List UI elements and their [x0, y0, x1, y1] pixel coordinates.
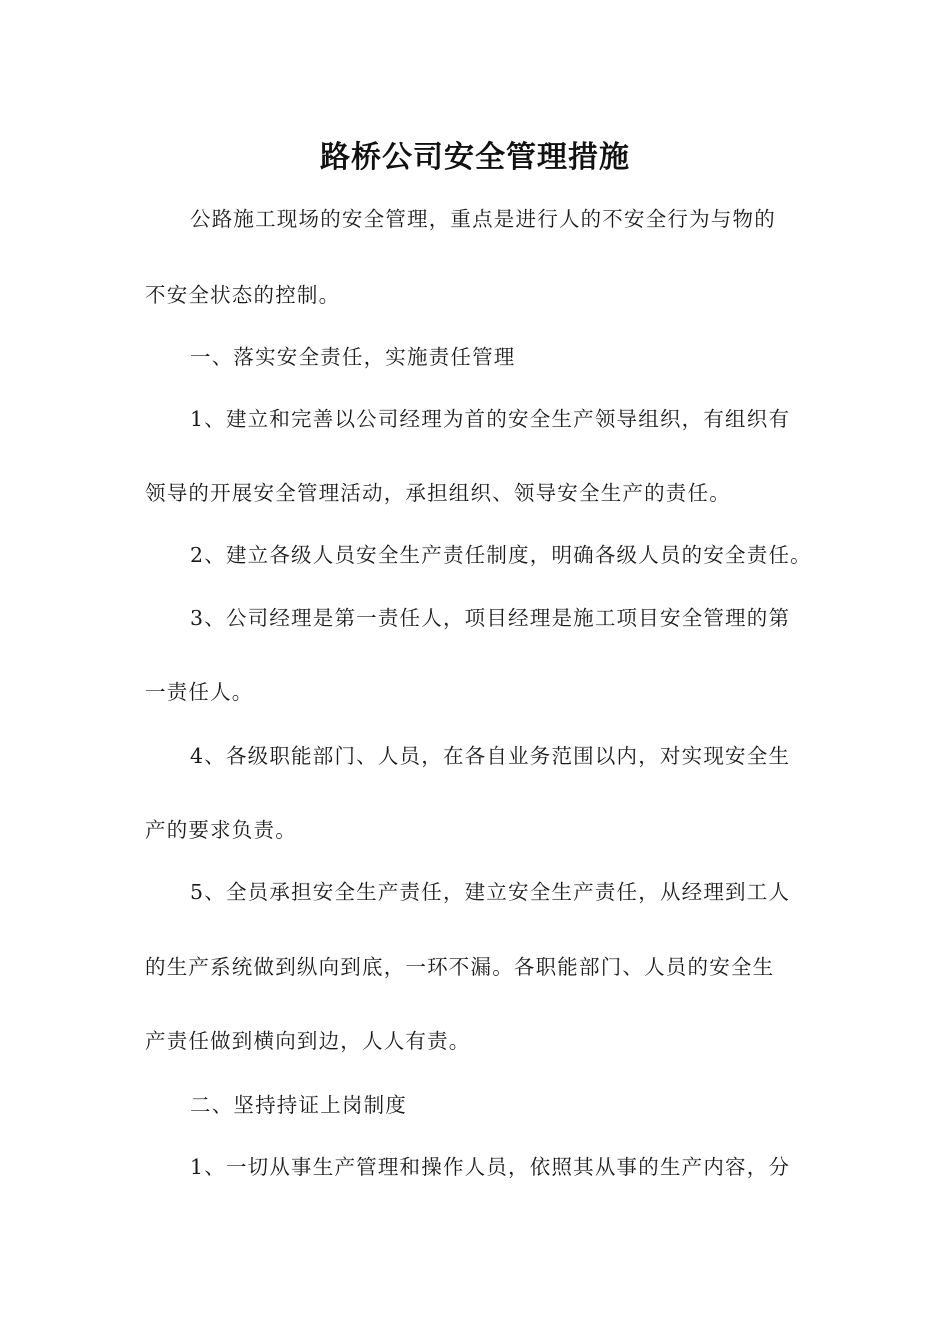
paragraph-line: 公路施工现场的安全管理，重点是进行人的不安全行为与物的 [190, 207, 776, 231]
paragraph-line: 的生产系统做到纵向到底，一环不漏。各职能部门、人员的安全生 [145, 955, 775, 979]
paragraph-line: 一责任人。 [145, 680, 254, 704]
paragraph-line: 1、建立和完善以公司经理为首的安全生产领导组织，有组织有 [190, 407, 791, 431]
paragraph-line: 5、全员承担安全生产责任，建立安全生产责任，从经理到工人 [190, 880, 791, 904]
section-heading: 一、落实安全责任，实施责任管理 [190, 345, 516, 369]
paragraph-line: 3、公司经理是第一责任人，项目经理是施工项目安全管理的第 [190, 606, 791, 630]
paragraph-line: 领导的开展安全管理活动，承担组织、领导安全生产的责任。 [145, 481, 731, 505]
document-title: 路桥公司安全管理措施 [320, 140, 630, 175]
section-heading: 二、坚持持证上岗制度 [190, 1093, 407, 1117]
paragraph-line: 产的要求负责。 [145, 818, 297, 842]
paragraph-line: 产责任做到横向到边，人人有责。 [145, 1029, 471, 1053]
paragraph-line: 2、建立各级人员安全生产责任制度，明确各级人员的安全责任。 [190, 543, 812, 567]
paragraph-line: 4、各级职能部门、人员，在各自业务范围以内，对实现安全生 [190, 744, 791, 768]
paragraph-line: 不安全状态的控制。 [145, 283, 341, 307]
paragraph-line: 1、一切从事生产管理和操作人员，依照其从事的生产内容，分 [190, 1155, 791, 1179]
